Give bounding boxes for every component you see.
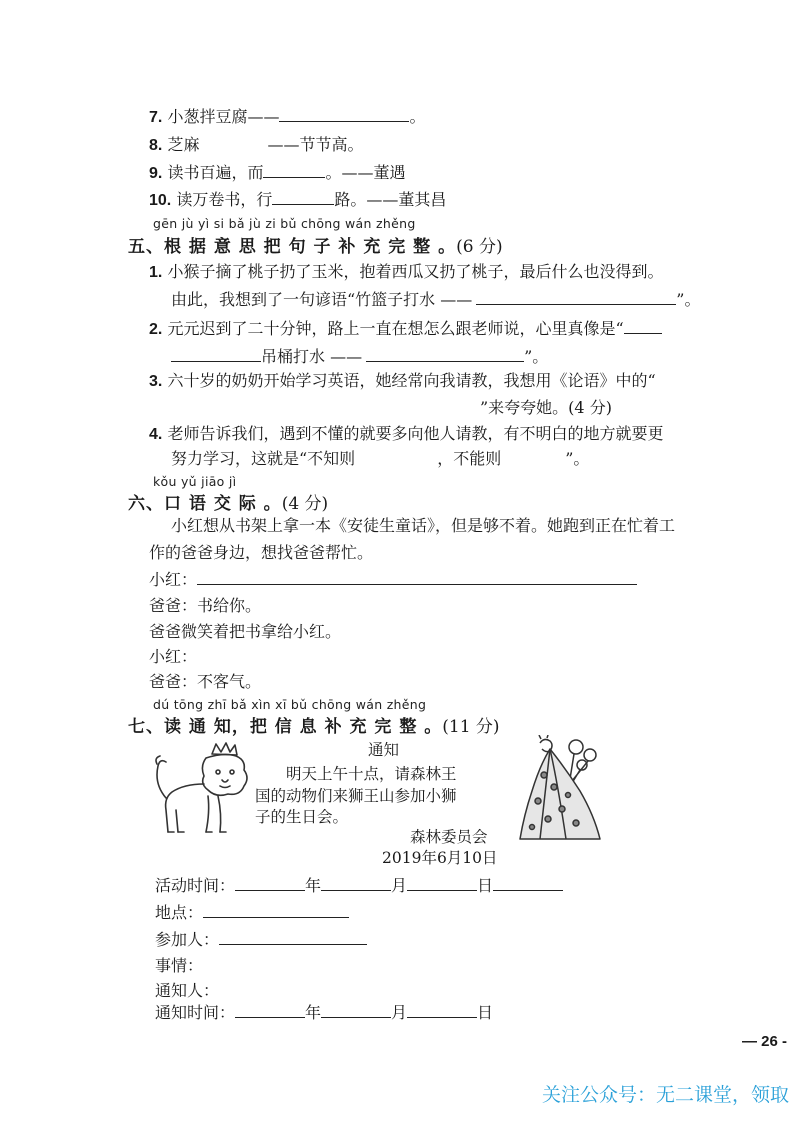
hour-blank[interactable]: [493, 876, 563, 891]
section7-heading: [128, 712, 500, 737]
proverb-8: [149, 135, 363, 156]
question-text: ，不能则: [437, 449, 502, 468]
section5-title: 五、根 据 意 思 把 句 子 补 充 完 整 。: [128, 237, 457, 257]
field-unit: 日: [477, 876, 494, 895]
notice-date: 2019年6月10日: [382, 849, 498, 867]
question-text: 努力学习，这就是“不知则: [171, 449, 356, 468]
participants-blank[interactable]: [219, 930, 367, 945]
day-blank[interactable]: [407, 876, 477, 891]
field-activity-time: [155, 876, 563, 896]
question-text: ”。: [565, 449, 590, 468]
answer-blank[interactable]: [476, 290, 676, 305]
s5-q2-line2: [171, 347, 548, 367]
answer-blank[interactable]: [624, 319, 662, 334]
field-unit: 年: [305, 1003, 322, 1022]
answer-blank[interactable]: [366, 347, 524, 362]
proverb-7: [149, 107, 425, 128]
section6-pinyin: kǒu yǔ jiāo jì: [153, 474, 237, 489]
proverb-text: 读书百遍，而: [167, 163, 264, 182]
answer-blank[interactable]: [171, 347, 261, 362]
field-unit: 年: [305, 876, 322, 895]
proverb-text: 小葱拌豆腐——: [167, 107, 280, 126]
field-notice-time: [155, 1003, 493, 1023]
section7-score: (11 分): [442, 717, 500, 737]
place-blank[interactable]: [203, 903, 349, 918]
s6-dialog-2: 爸爸：书给你。: [149, 596, 262, 615]
field-participants: [155, 930, 367, 950]
question-text: 六十岁的奶奶开始学习英语，她经常向我请教，我想用《论语》中的“: [167, 371, 656, 390]
field-label: 参加人：: [155, 930, 220, 949]
field-notifier: 通知人：: [155, 981, 220, 1000]
notice-line1: 明天上午十点，请森林王: [286, 765, 457, 783]
proverb-text: 芝麻: [167, 135, 200, 154]
lion-icon: [146, 740, 258, 840]
section5-score: (6 分): [456, 237, 503, 257]
notice-sign: 森林委员会: [410, 828, 488, 846]
year-blank[interactable]: [235, 1003, 305, 1018]
field-place: [155, 903, 349, 923]
month-blank[interactable]: [321, 876, 391, 891]
s6-dialog-3: 爸爸微笑着把书拿给小红。: [149, 622, 342, 641]
proverb-text: 。——董遇: [325, 163, 406, 182]
proverb-text: ——节节高。: [267, 135, 364, 154]
s5-q1-line1: [149, 262, 663, 283]
proverb-9: [149, 163, 405, 184]
question-text: 吊桶打水 ——: [261, 347, 363, 366]
question-text: 老师告诉我们，遇到不懂的就要多向他人请教，有不明白的地方就要更: [167, 424, 664, 443]
section6-score: (4 分): [281, 494, 329, 514]
s6-dialog-4: 小红：: [149, 647, 198, 666]
item-number: 2.: [149, 321, 163, 338]
answer-blank[interactable]: [272, 190, 334, 205]
field-label: 活动时间：: [155, 876, 236, 895]
page-number: — 26 -: [742, 1033, 788, 1050]
day-blank[interactable]: [407, 1003, 477, 1018]
notice-line3: 子的生日会。: [255, 808, 349, 826]
s6-intro-line2: 作的爸爸身边，想找爸爸帮忙。: [149, 543, 374, 562]
section6-heading: [128, 489, 328, 514]
field-label: 通知时间：: [155, 1003, 236, 1022]
watermark-text: 关注公众号：无二课堂，领取: [542, 1084, 790, 1106]
s5-q2-line1: [149, 319, 662, 340]
question-text: 元元迟到了二十分钟，路上一直在想怎么跟老师说，心里真像是“: [167, 319, 624, 338]
question-text: ”。: [676, 290, 701, 309]
month-blank[interactable]: [321, 1003, 391, 1018]
item-number: 10.: [149, 192, 172, 209]
item-number: 9.: [149, 165, 163, 182]
year-blank[interactable]: [235, 876, 305, 891]
question-text: 小猴子摘了桃子扔了玉米，抱着西瓜又扔了桃子，最后什么也没得到。: [167, 262, 664, 281]
s6-dialog-1: [149, 570, 637, 590]
question-text: 由此，我想到了一句谚语“竹篮子打水 ——: [171, 290, 473, 309]
section7-pinyin: dú tōng zhī bǎ xìn xī bǔ chōng wán zhěng: [153, 697, 427, 712]
proverb-text: 读万卷书，行: [176, 190, 273, 209]
answer-blank[interactable]: [263, 163, 325, 178]
item-number: 1.: [149, 264, 163, 281]
item-number: 7.: [149, 109, 163, 126]
item-number: 4.: [149, 426, 163, 443]
field-unit: 日: [477, 1003, 494, 1022]
field-matter: 事情：: [155, 956, 204, 975]
section6-title: 六、口 语 交 际 。: [128, 494, 282, 514]
field-unit: 月: [391, 1003, 408, 1022]
answer-blank[interactable]: [279, 107, 409, 122]
dialog-speaker: 小红：: [149, 570, 198, 589]
proverb-text: 路。——董其昌: [334, 190, 447, 209]
item-number: 8.: [149, 137, 163, 154]
section7-title: 七、读 通 知，把 信 息 补 充 完 整 。: [128, 717, 443, 737]
field-label: 地点：: [155, 903, 204, 922]
field-unit: 月: [391, 876, 408, 895]
proverb-10: [149, 190, 446, 211]
s5-q3-line2: ”来夸夸她。(4 分): [480, 398, 612, 417]
s6-dialog-5: 爸爸：不客气。: [149, 672, 262, 691]
item-number: 3.: [149, 373, 163, 390]
s6-intro-line1: 小红想从书架上拿一本《安徒生童话》，但是够不着。她跑到正在忙着工: [171, 516, 676, 535]
s5-q1-line2: [171, 290, 700, 310]
answer-blank[interactable]: [197, 570, 637, 585]
s5-q4-line2: [171, 449, 589, 469]
section5-heading: [128, 232, 503, 257]
question-text: ”。: [524, 347, 549, 366]
notice-line2: 国的动物们来狮王山参加小狮: [255, 787, 457, 805]
notice-title: 通知: [368, 741, 400, 759]
giraffe-icon: [510, 735, 610, 845]
proverb-text: 。: [409, 107, 426, 126]
section5-pinyin: gēn jù yì si bǎ jù zi bǔ chōng wán zhěng: [153, 216, 416, 231]
s5-q3-line1: [149, 371, 656, 392]
s5-q4-line1: [149, 424, 663, 445]
